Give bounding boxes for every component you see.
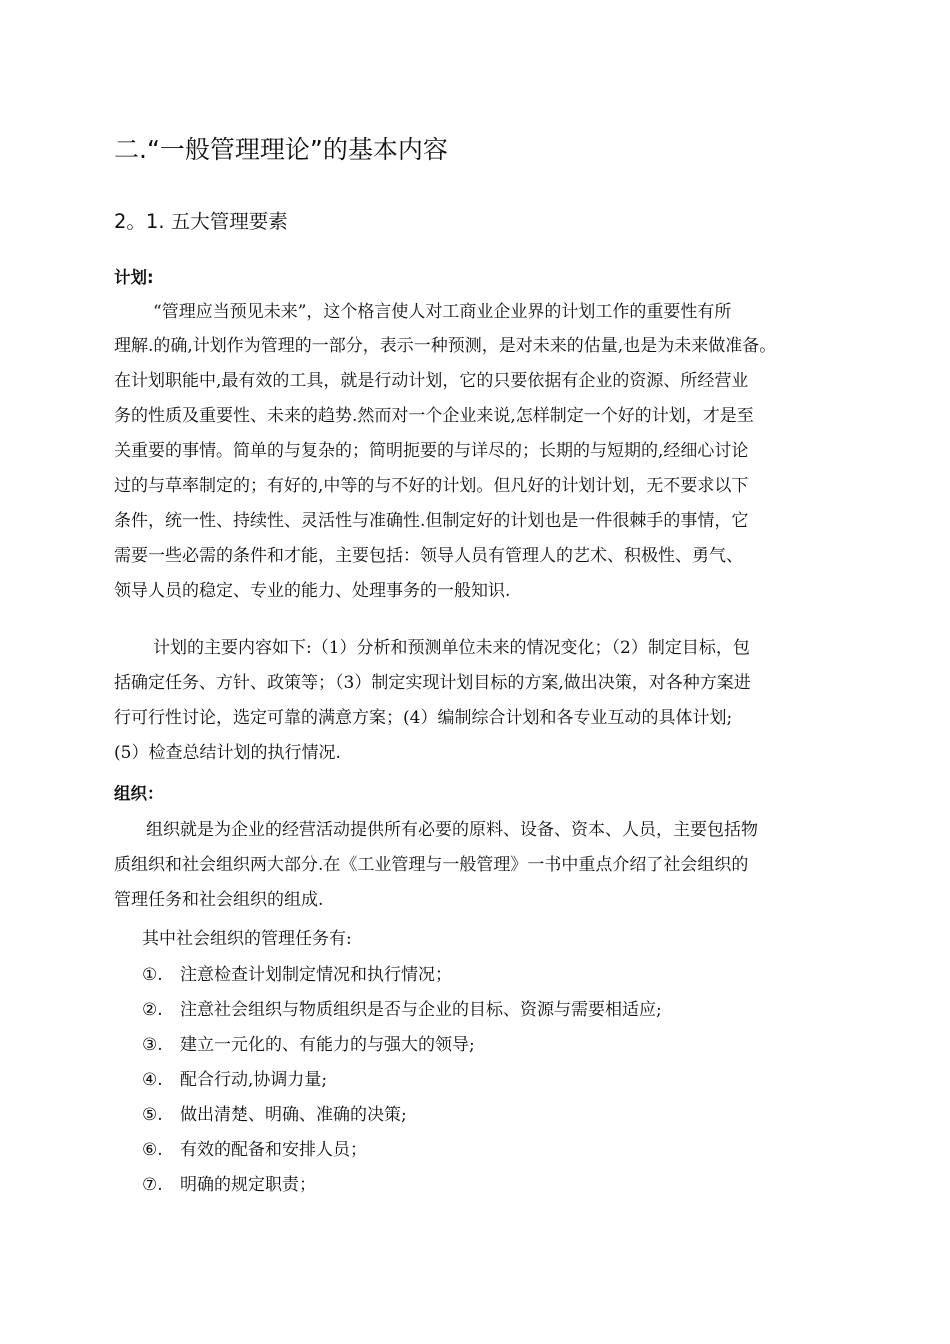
list-text: 明确的规定职责； bbox=[180, 1175, 316, 1195]
paragraph-line: 条件，统一性、持续性、灵活性与准确性.但制定好的计划也是一件很棘手的事情，它 bbox=[114, 511, 749, 531]
paragraph-line: 务的性质及重要性、未来的趋势.然而对一个企业来说,怎样制定一个好的计划，才是至 bbox=[114, 406, 754, 426]
paragraph-line: 管理任务和社会组织的组成. bbox=[114, 890, 324, 910]
paragraph-line: “管理应当预见未来”，这个格言使人对工商业企业界的计划工作的重要性有所 bbox=[153, 302, 732, 322]
list-item bbox=[142, 1137, 367, 1163]
list-item bbox=[142, 1102, 407, 1128]
list-number: ⑦. bbox=[142, 1175, 163, 1195]
planning-label: 计划: bbox=[114, 268, 154, 287]
list-text: 注意检查计划制定情况和执行情况； bbox=[180, 965, 452, 985]
tasks-intro: 其中社会组织的管理任务有: bbox=[142, 929, 352, 949]
list-item bbox=[142, 1032, 475, 1058]
list-number: ⑤. bbox=[142, 1105, 163, 1125]
list-number: ①. bbox=[142, 965, 163, 985]
list-text: 有效的配备和安排人员； bbox=[180, 1140, 367, 1160]
paragraph-line: 行可行性讨论，选定可靠的满意方案；(4）编制综合计划和各专业互动的具体计划; bbox=[114, 708, 733, 728]
list-number: ③. bbox=[142, 1035, 163, 1055]
paragraph-line: 需要一些必需的条件和才能，主要包括：领导人员有管理人的艺术、积极性、勇气、 bbox=[114, 546, 743, 566]
list-item bbox=[142, 1172, 316, 1198]
paragraph-line: 质组织和社会组织两大部分.在《工业管理与一般管理》一书中重点介绍了社会组织的 bbox=[114, 855, 749, 875]
list-number: ⑥. bbox=[142, 1140, 163, 1160]
paragraph-line: 计划的主要内容如下:（1）分析和预测单位未来的情况变化；（2）制定目标，包 bbox=[153, 638, 750, 658]
paragraph-line: 过的与草率制定的；有好的,中等的与不好的计划。但凡好的计划计划，无不要求以下 bbox=[114, 476, 749, 496]
subsection-heading: 2。1. 五大管理要素 bbox=[114, 210, 288, 233]
list-number: ④. bbox=[142, 1070, 163, 1090]
section-heading: 二.“一般管理理论”的基本内容 bbox=[114, 135, 448, 164]
paragraph-line: 括确定任务、方针、政策等；（3）制定实现计划目标的方案,做出决策，对各种方案进 bbox=[114, 673, 751, 693]
paragraph-line: 领导人员的稳定、专业的能力、处理事务的一般知识. bbox=[114, 581, 511, 601]
paragraph-line: 理解.的确,计划作为管理的一部分，表示一种预测，是对未来的估量,也是为未来做准备。 bbox=[114, 336, 777, 356]
paragraph-line: 关重要的事情。简单的与复杂的；简明扼要的与详尽的；长期的与短期的,经细心讨论 bbox=[114, 441, 749, 461]
organizing-label: 组织： bbox=[114, 784, 164, 803]
paragraph-line: 组织就是为企业的经营活动提供所有必要的原料、设备、资本、人员，主要包括物 bbox=[146, 820, 758, 840]
paragraph-line: 在计划职能中,最有效的工具，就是行动计划，它的只要依据有企业的资源、所经营业 bbox=[114, 371, 749, 391]
list-text: 配合行动,协调力量; bbox=[180, 1070, 328, 1090]
list-text: 做出清楚、明确、准确的决策; bbox=[180, 1105, 407, 1125]
list-item bbox=[142, 1067, 327, 1093]
list-item bbox=[142, 997, 662, 1023]
list-item bbox=[142, 962, 452, 988]
list-text: 注意社会组织与物质组织是否与企业的目标、资源与需要相适应; bbox=[180, 1000, 662, 1020]
paragraph-line: (5）检查总结计划的执行情况. bbox=[114, 743, 341, 763]
list-text: 建立一元化的、有能力的与强大的领导; bbox=[180, 1035, 475, 1055]
list-number: ②. bbox=[142, 1000, 163, 1020]
